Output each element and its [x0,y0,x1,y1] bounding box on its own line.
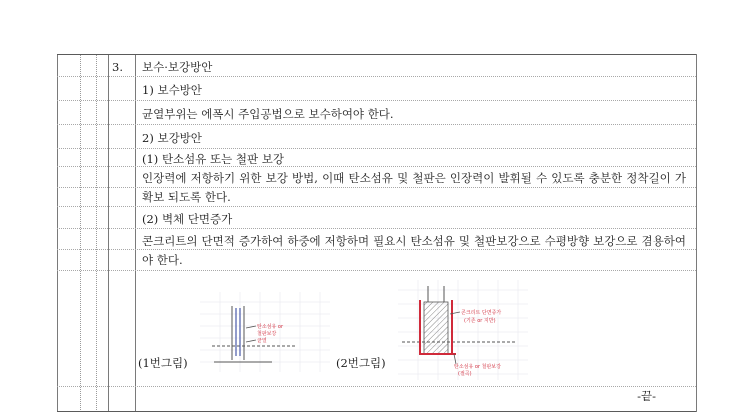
sub1-heading: 1) 보수방안 [142,83,202,97]
row-divider [57,100,696,101]
end-mark: -끝- [637,389,656,403]
sub2-heading: 2) 보강방안 [142,131,202,145]
section-number: 3. [112,60,123,74]
row-divider [57,228,696,229]
table-column-divider [96,54,97,412]
table-border-right [696,54,697,412]
table-column-divider [108,54,109,412]
fig2-note2: (기존 or 지반) [464,318,496,324]
item2-text: 콘크리트의 단면적 증가하여 하중에 저항하며 필요시 탄소섬유 및 철판보강으로 수평방향 보강으로 겸용하여야 한다. [142,234,686,267]
table-border-bottom [57,411,696,412]
table-border-top [57,54,696,55]
fig1-note1: 탄소섬유 or [257,324,284,330]
item1-heading: (1) 탄소섬유 또는 철판 보강 [142,152,285,166]
figure-1-caption: (1번그림) [138,356,188,370]
row-divider [57,148,696,149]
fig1-note3: 균열 [257,338,267,344]
item1-text: 인장력에 저항하기 위한 보강 방법, 이때 탄소섬유 및 철판은 인장력이 발휘될 수 있도록 충분한 정착길이 가 확보 되도록 한다. [142,171,686,204]
figure-2-caption: (2번그림) [336,356,386,370]
row-divider [57,386,696,387]
item2-heading: (2) 벽체 단면증가 [142,212,233,226]
fig1-note2: 철판보강 [257,331,277,337]
row-divider [57,270,696,271]
table-column-divider [80,54,81,412]
sub1-text: 균열부위는 에폭시 주입공법으로 보수하여야 한다. [142,107,394,121]
row-divider [57,76,696,77]
row-divider [57,124,696,125]
fig2-note3: 탄소섬유 or 철판보강 [454,364,501,370]
section-title: 보수·보강방안 [142,60,213,74]
fig2-note1: 콘크리트 단면증가 [461,310,502,316]
table-border-left [57,54,58,412]
figure-2-sketch [398,280,528,380]
figure-1-sketch [200,292,330,372]
table-column-divider [135,54,136,412]
fig2-note4: (절곡) [458,371,472,377]
